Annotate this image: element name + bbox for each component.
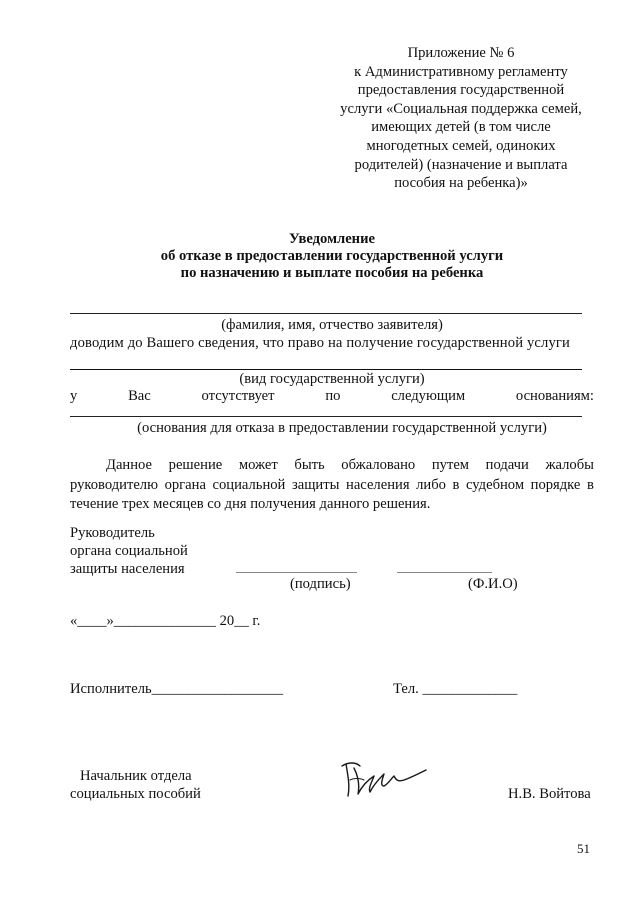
head-title-line-2: органа социальной [70, 543, 188, 559]
footer-position-line-2: социальных пособий [70, 786, 201, 802]
head-title-line-1: Руководитель [70, 525, 155, 541]
appendix-line: имеющих детей (в том числе [371, 119, 551, 136]
phone-blank[interactable]: _____________ [422, 681, 518, 697]
appeal-word: быть [294, 457, 325, 473]
signature-line[interactable] [236, 572, 357, 573]
absent-word: основаниям: [515, 388, 594, 404]
date-year-suffix: г. [248, 613, 261, 629]
reason-caption: (основания для отказа в предоставлении государственной услуги) [137, 420, 547, 436]
absent-word: Вас [128, 388, 151, 404]
appeal-line-3: течение трех месяцев со дня получения данного решения. [70, 496, 431, 512]
appendix-line: к Административному регламенту [354, 63, 568, 80]
reason-line[interactable] [70, 416, 582, 417]
executor-label: Исполнитель [70, 681, 152, 697]
appeal-word: может [238, 457, 278, 473]
appeal-word: обжаловано [341, 457, 416, 473]
head-title-line-3: защиты населения [70, 561, 185, 577]
appeal-word: руководителю [70, 476, 158, 493]
date-year-blank[interactable]: __ [234, 613, 249, 629]
date-month-blank[interactable]: ______________ [113, 613, 216, 629]
appeal-word: Данное [106, 457, 153, 473]
title-line-1: Уведомление [289, 231, 375, 247]
absent-word: у [70, 388, 78, 404]
notice-text: доводим до Вашего сведения, что право на получение государственной услуги [70, 335, 571, 351]
applicant-caption: (фамилия, имя, отчество заявителя) [221, 317, 443, 333]
phone-label: Тел. [393, 681, 419, 697]
service-caption: (вид государственной услуги) [239, 371, 425, 387]
appendix-line: родителей) (назначение и выплата [354, 156, 568, 173]
appendix-line: услуги «Социальная поддержка семей, [340, 100, 582, 117]
appeal-word: социальной [212, 476, 286, 493]
date-close-quote: » [106, 613, 114, 629]
title-line-2: об отказе в предоставлении государственной услуги [160, 248, 504, 264]
signature-caption: (подпись) [290, 576, 351, 592]
appendix-line: пособия на ребенка)» [394, 175, 528, 192]
absent-word: по [325, 388, 341, 404]
appeal-word: жалобы [545, 457, 594, 473]
appeal-word: населения [346, 476, 410, 493]
page-number: 51 [577, 841, 590, 856]
appeal-word: путем [431, 457, 470, 473]
date-year-prefix: 20 [219, 613, 235, 629]
appeal-word: порядке [530, 476, 581, 493]
phone-field[interactable] [393, 680, 517, 698]
notice-line [70, 334, 594, 352]
head-name-line[interactable] [397, 572, 492, 573]
appeal-word: решение [168, 457, 223, 473]
applicant-name-line[interactable] [70, 313, 582, 314]
footer-position-line-1: Начальник отдела [80, 768, 192, 784]
appendix-line: многодетных семей, одиноких [366, 137, 556, 154]
executor-blank[interactable]: __________________ [151, 681, 283, 697]
date-line[interactable] [70, 612, 260, 630]
date-day-blank[interactable]: ____ [77, 613, 107, 629]
footer-signatory-name: Н.В. Войтова [508, 786, 591, 802]
appendix-header [330, 44, 592, 193]
handwritten-signature [338, 758, 430, 802]
appeal-line-2 [70, 476, 594, 496]
appeal-word: судебном [466, 476, 525, 493]
name-caption: (Ф.И.О) [468, 576, 518, 592]
document-title [70, 231, 594, 282]
absent-reason-line [70, 387, 594, 405]
appendix-line: предоставления государственной [357, 82, 565, 99]
appeal-word: защиты [291, 476, 340, 493]
title-line-3: по назначению и выплате пособия на ребенка [180, 265, 484, 281]
appeal-word: подачи [485, 457, 529, 473]
appeal-word: органа [164, 476, 206, 493]
appeal-word: в [586, 476, 594, 493]
appeal-paragraph [70, 456, 594, 515]
absent-word: следующим [391, 388, 466, 404]
appeal-word: либо [416, 476, 446, 493]
appeal-word: в [452, 476, 460, 493]
appendix-line: Приложение № 6 [407, 45, 515, 61]
executor-field[interactable] [70, 680, 283, 698]
date-open-quote: « [70, 613, 78, 629]
absent-word: отсутствует [201, 388, 275, 404]
appeal-line-1 [70, 456, 594, 476]
